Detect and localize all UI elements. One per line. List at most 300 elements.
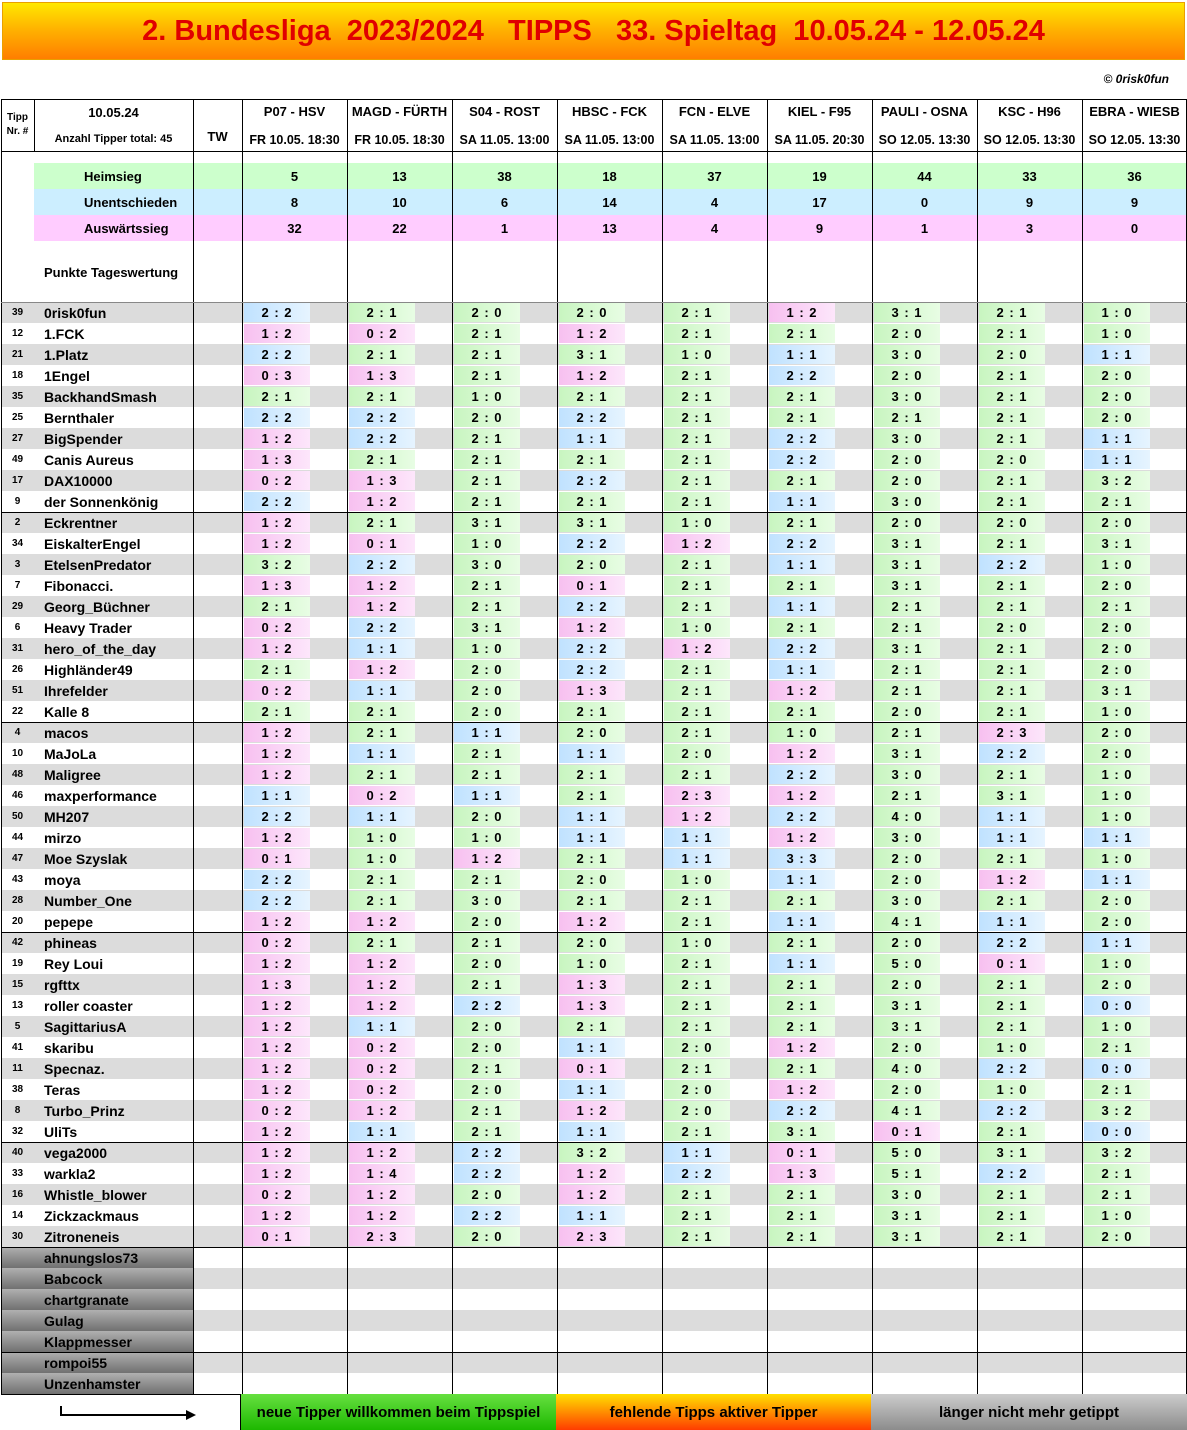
tip-cell: 1 : 2 bbox=[559, 1185, 625, 1204]
tipper-nr: 12 bbox=[11, 328, 24, 339]
tip-cell: 2 : 1 bbox=[349, 450, 415, 469]
tip-cell: 1 : 3 bbox=[244, 450, 310, 469]
tip-cell: 2 : 1 bbox=[349, 765, 415, 784]
tip-cell: 4 : 1 bbox=[874, 1101, 940, 1120]
tip-cell: 2 : 0 bbox=[874, 702, 940, 721]
tipper-name: DAX10000 bbox=[44, 472, 113, 489]
tip-cell: 2 : 1 bbox=[979, 1206, 1045, 1225]
tip-cell: 1 : 1 bbox=[769, 954, 835, 973]
tip-cell: 2 : 1 bbox=[664, 996, 730, 1015]
tip-cell: 0 : 2 bbox=[244, 1185, 310, 1204]
tip-cell: 1 : 3 bbox=[769, 1164, 835, 1183]
table-row bbox=[1, 1163, 1187, 1184]
tipper-nr: 6 bbox=[14, 622, 21, 633]
tip-cell: 1 : 0 bbox=[769, 723, 835, 742]
tip-cell: 0 : 2 bbox=[349, 1080, 415, 1099]
tip-cell: 2 : 1 bbox=[559, 765, 625, 784]
tip-cell: 2 : 0 bbox=[874, 324, 940, 343]
tip-cell: 2 : 1 bbox=[979, 492, 1045, 511]
tip-cell: 3 : 2 bbox=[1084, 1143, 1150, 1162]
tip-cell: 1 : 2 bbox=[664, 807, 730, 826]
match-time: SA 11.05. 13:00 bbox=[564, 133, 655, 147]
tip-cell: 2 : 1 bbox=[244, 702, 310, 721]
tip-cell: 1 : 1 bbox=[559, 429, 625, 448]
tipper-name: mirzo bbox=[44, 829, 82, 846]
tip-cell: 2 : 1 bbox=[769, 1017, 835, 1036]
match-teams: P07 - HSV bbox=[263, 104, 326, 119]
tip-cell: 2 : 0 bbox=[1084, 513, 1150, 532]
summary-label: Heimsieg bbox=[34, 163, 1187, 189]
tip-cell: 2 : 1 bbox=[769, 618, 835, 637]
tip-cell: 2 : 2 bbox=[244, 303, 310, 322]
tipper-nr: 38 bbox=[11, 1084, 24, 1095]
tip-cell: 3 : 1 bbox=[874, 996, 940, 1015]
tip-cell: 2 : 0 bbox=[1084, 660, 1150, 679]
tip-cell: 2 : 0 bbox=[454, 702, 520, 721]
tipper-name: EtelsenPredator bbox=[44, 556, 152, 573]
tip-cell: 1 : 3 bbox=[349, 366, 415, 385]
tipper-name: Whistle_blower bbox=[44, 1186, 147, 1203]
tipper-name: moya bbox=[44, 871, 81, 888]
summary-value: 1 bbox=[500, 220, 509, 236]
tip-cell: 2 : 1 bbox=[979, 765, 1045, 784]
tip-cell: 2 : 1 bbox=[664, 723, 730, 742]
tip-cell: 2 : 1 bbox=[454, 975, 520, 994]
tipper-name: Maligree bbox=[44, 766, 101, 783]
tip-cell: 0 : 2 bbox=[349, 786, 415, 805]
table-row bbox=[1, 701, 1187, 722]
tip-cell: 2 : 1 bbox=[979, 975, 1045, 994]
table-row bbox=[1, 1121, 1187, 1142]
tipper-nr: 15 bbox=[11, 979, 24, 990]
tip-cell: 2 : 1 bbox=[664, 1122, 730, 1141]
tip-cell: 2 : 1 bbox=[769, 387, 835, 406]
tip-cell: 1 : 1 bbox=[1084, 429, 1150, 448]
tip-cell: 2 : 0 bbox=[979, 618, 1045, 637]
tip-cell: 2 : 0 bbox=[1084, 408, 1150, 427]
summary-value: 18 bbox=[602, 168, 617, 184]
tip-cell: 2 : 0 bbox=[874, 1080, 940, 1099]
tip-cell: 2 : 0 bbox=[664, 744, 730, 763]
tip-cell: 3 : 0 bbox=[874, 891, 940, 910]
table-row bbox=[1, 575, 1187, 596]
tipper-nr: 46 bbox=[11, 790, 24, 801]
summary-value: 13 bbox=[392, 168, 407, 184]
tip-cell: 5 : 1 bbox=[874, 1164, 940, 1183]
tip-cell: 1 : 0 bbox=[454, 534, 520, 553]
tipper-nr: 49 bbox=[11, 454, 24, 465]
tip-cell: 0 : 1 bbox=[559, 1059, 625, 1078]
tip-cell: 1 : 1 bbox=[454, 723, 520, 742]
tip-cell: 2 : 2 bbox=[349, 408, 415, 427]
tip-cell: 2 : 1 bbox=[559, 786, 625, 805]
table-row bbox=[1, 806, 1187, 827]
tip-cell: 2 : 1 bbox=[349, 303, 415, 322]
tip-cell: 1 : 2 bbox=[349, 576, 415, 595]
tipper-name: 1Engel bbox=[44, 367, 90, 384]
tipper-name: Klappmesser bbox=[44, 1333, 132, 1350]
tip-cell: 2 : 1 bbox=[769, 891, 835, 910]
tipper-nr: 47 bbox=[11, 853, 24, 864]
summary-value: 13 bbox=[602, 220, 617, 236]
tip-cell: 3 : 2 bbox=[1084, 471, 1150, 490]
table-row bbox=[1, 1205, 1187, 1226]
tip-cell: 0 : 2 bbox=[244, 618, 310, 637]
tipper-nr: 21 bbox=[11, 349, 24, 360]
table-row bbox=[1, 428, 1187, 449]
tip-cell: 2 : 1 bbox=[664, 303, 730, 322]
tip-cell: 2 : 0 bbox=[1084, 891, 1150, 910]
tip-cell: 2 : 1 bbox=[979, 891, 1045, 910]
tip-cell: 3 : 1 bbox=[874, 1017, 940, 1036]
tip-cell: 1 : 2 bbox=[244, 723, 310, 742]
tip-cell: 0 : 0 bbox=[1084, 996, 1150, 1015]
tip-cell: 2 : 0 bbox=[454, 1038, 520, 1057]
tip-cell: 2 : 0 bbox=[1084, 618, 1150, 637]
tipper-name: Heavy Trader bbox=[44, 619, 132, 636]
tip-cell: 1 : 2 bbox=[559, 618, 625, 637]
summary-value: 33 bbox=[1022, 168, 1037, 184]
summary-value: 44 bbox=[917, 168, 932, 184]
points-row bbox=[1, 242, 1187, 302]
inactive-row bbox=[1, 1289, 1187, 1310]
tip-cell: 2 : 1 bbox=[349, 870, 415, 889]
tip-cell: 1 : 2 bbox=[349, 912, 415, 931]
tipper-nr: 29 bbox=[11, 601, 24, 612]
tip-cell: 2 : 1 bbox=[454, 492, 520, 511]
match-teams: HBSC - FCK bbox=[571, 104, 648, 119]
tip-cell: 2 : 1 bbox=[874, 681, 940, 700]
tip-cell: 1 : 0 bbox=[1084, 702, 1150, 721]
legend-missing-tips: fehlende Tipps aktiver Tipper bbox=[556, 1394, 871, 1430]
tip-cell: 4 : 0 bbox=[874, 1059, 940, 1078]
tip-cell: 2 : 1 bbox=[664, 1206, 730, 1225]
tip-cell: 2 : 0 bbox=[1084, 912, 1150, 931]
tip-cell: 2 : 1 bbox=[664, 660, 730, 679]
tip-cell: 2 : 2 bbox=[244, 891, 310, 910]
tip-cell: 2 : 1 bbox=[349, 933, 415, 952]
tip-cell: 1 : 0 bbox=[1084, 303, 1150, 322]
tip-cell: 1 : 2 bbox=[349, 1206, 415, 1225]
tip-cell: 2 : 0 bbox=[454, 912, 520, 931]
tip-cell: 2 : 1 bbox=[979, 1185, 1045, 1204]
tip-cell: 1 : 4 bbox=[349, 1164, 415, 1183]
tip-cell: 2 : 1 bbox=[874, 618, 940, 637]
tip-cell: 2 : 1 bbox=[559, 387, 625, 406]
table-row bbox=[1, 491, 1187, 512]
tip-cell: 1 : 1 bbox=[1084, 933, 1150, 952]
tip-cell: 1 : 2 bbox=[244, 534, 310, 553]
table-row bbox=[1, 1037, 1187, 1058]
tip-cell: 2 : 0 bbox=[874, 1038, 940, 1057]
summary-value: 9 bbox=[1130, 194, 1139, 210]
tip-cell: 2 : 0 bbox=[874, 450, 940, 469]
tip-cell: 2 : 0 bbox=[559, 723, 625, 742]
summary-value: 9 bbox=[1025, 194, 1034, 210]
tipper-name: Unzenhamster bbox=[44, 1375, 141, 1392]
tip-cell: 1 : 0 bbox=[1084, 807, 1150, 826]
tip-cell: 2 : 1 bbox=[454, 366, 520, 385]
tip-cell: 1 : 1 bbox=[664, 828, 730, 847]
tip-cell: 2 : 1 bbox=[454, 429, 520, 448]
tip-cell: 3 : 1 bbox=[1084, 681, 1150, 700]
tip-cell: 0 : 1 bbox=[244, 849, 310, 868]
tip-cell: 0 : 1 bbox=[559, 576, 625, 595]
table-row bbox=[1, 827, 1187, 848]
tip-cell: 2 : 2 bbox=[454, 1206, 520, 1225]
table-row bbox=[1, 1100, 1187, 1121]
tip-cell: 1 : 2 bbox=[244, 828, 310, 847]
summary-label: Unentschieden bbox=[34, 189, 1187, 215]
tipper-name: Gulag bbox=[44, 1312, 84, 1329]
tip-cell: 1 : 2 bbox=[769, 786, 835, 805]
tip-cell: 1 : 2 bbox=[769, 303, 835, 322]
tipper-name: phineas bbox=[44, 934, 97, 951]
match-headers bbox=[242, 99, 1187, 151]
tip-cell: 0 : 3 bbox=[244, 366, 310, 385]
tip-cell: 1 : 2 bbox=[349, 660, 415, 679]
summary-value: 1 bbox=[920, 220, 929, 236]
tip-cell: 2 : 1 bbox=[874, 660, 940, 679]
tip-cell: 2 : 1 bbox=[769, 408, 835, 427]
tip-cell: 1 : 1 bbox=[664, 1143, 730, 1162]
tip-cell: 2 : 1 bbox=[979, 996, 1045, 1015]
tip-cell: 2 : 1 bbox=[664, 492, 730, 511]
tip-cell: 0 : 2 bbox=[244, 1101, 310, 1120]
tip-cell: 3 : 1 bbox=[769, 1122, 835, 1141]
tip-cell: 1 : 1 bbox=[349, 639, 415, 658]
tip-cell: 3 : 1 bbox=[874, 555, 940, 574]
tip-cell: 1 : 2 bbox=[244, 1017, 310, 1036]
tip-cell: 2 : 1 bbox=[349, 387, 415, 406]
tip-cell: 5 : 0 bbox=[874, 954, 940, 973]
match-header-1 bbox=[242, 99, 347, 151]
tipper-name: Zickzackmaus bbox=[44, 1207, 139, 1224]
tip-cell: 1 : 2 bbox=[664, 534, 730, 553]
tip-cell: 2 : 1 bbox=[454, 1122, 520, 1141]
tip-cell: 1 : 2 bbox=[244, 954, 310, 973]
match-header-3 bbox=[452, 99, 557, 151]
tip-cell: 2 : 1 bbox=[979, 1122, 1045, 1141]
inactive-row bbox=[1, 1310, 1187, 1331]
tip-cell: 1 : 2 bbox=[349, 1101, 415, 1120]
match-time: SO 12.05. 13:30 bbox=[878, 133, 971, 147]
tip-cell: 1 : 2 bbox=[244, 1143, 310, 1162]
tipper-nr: 39 bbox=[11, 307, 24, 318]
tip-cell: 1 : 2 bbox=[559, 1164, 625, 1183]
tip-cell: 1 : 1 bbox=[979, 828, 1045, 847]
tip-cell: 2 : 1 bbox=[769, 576, 835, 595]
tip-cell: 1 : 1 bbox=[244, 786, 310, 805]
tip-cell: 2 : 0 bbox=[874, 933, 940, 952]
copyright-label: © 0risk0fun bbox=[1103, 72, 1169, 86]
tip-cell: 1 : 1 bbox=[559, 744, 625, 763]
tip-cell: 4 : 1 bbox=[874, 912, 940, 931]
tip-cell: 2 : 2 bbox=[559, 534, 625, 553]
tip-cell: 2 : 1 bbox=[664, 366, 730, 385]
tipper-nr: 22 bbox=[11, 706, 24, 717]
page-title-banner bbox=[2, 2, 1185, 60]
tipper-name: Babcock bbox=[44, 1270, 103, 1287]
tips-table bbox=[1, 99, 1187, 1395]
tipper-name: Specnaz. bbox=[44, 1060, 105, 1077]
tip-cell: 0 : 2 bbox=[349, 324, 415, 343]
tipper-name: Rey Loui bbox=[44, 955, 104, 972]
tip-cell: 2 : 1 bbox=[769, 975, 835, 994]
table-row bbox=[1, 554, 1187, 575]
tipper-nr: 28 bbox=[11, 895, 24, 906]
tip-cell: 2 : 0 bbox=[664, 1080, 730, 1099]
match-teams: PAULI - OSNA bbox=[880, 104, 969, 119]
tip-cell: 2 : 0 bbox=[874, 366, 940, 385]
tip-cell: 2 : 1 bbox=[769, 1185, 835, 1204]
tip-cell: 0 : 1 bbox=[349, 534, 415, 553]
tip-cell: 1 : 0 bbox=[1084, 1017, 1150, 1036]
tipper-nr: 25 bbox=[11, 412, 24, 423]
tip-cell: 2 : 3 bbox=[349, 1227, 415, 1246]
tip-cell: 2 : 1 bbox=[664, 702, 730, 721]
table-row bbox=[1, 680, 1187, 701]
tipper-nr: 35 bbox=[11, 391, 24, 402]
tip-cell: 1 : 0 bbox=[979, 1080, 1045, 1099]
tip-cell: 2 : 1 bbox=[979, 702, 1045, 721]
tipper-name: Bernthaler bbox=[44, 409, 115, 426]
tip-cell: 2 : 0 bbox=[874, 870, 940, 889]
tipper-nr: 51 bbox=[11, 685, 24, 696]
table-row bbox=[1, 995, 1187, 1016]
summary-value: 14 bbox=[602, 194, 617, 210]
tipper-name: roller coaster bbox=[44, 997, 133, 1014]
tip-cell: 1 : 1 bbox=[454, 786, 520, 805]
table-row bbox=[1, 764, 1187, 785]
summary-value: 22 bbox=[392, 220, 407, 236]
summary-value: 17 bbox=[812, 194, 827, 210]
match-header-2 bbox=[347, 99, 452, 151]
table-row bbox=[1, 1226, 1187, 1247]
tipper-nr: 30 bbox=[11, 1231, 24, 1242]
tip-cell: 1 : 2 bbox=[349, 954, 415, 973]
tip-cell: 2 : 1 bbox=[349, 702, 415, 721]
tip-cell: 1 : 1 bbox=[559, 1080, 625, 1099]
tip-cell: 2 : 3 bbox=[664, 786, 730, 805]
tip-cell: 2 : 0 bbox=[559, 870, 625, 889]
summary-row bbox=[1, 215, 1187, 241]
tip-cell: 2 : 3 bbox=[559, 1227, 625, 1246]
tip-cell: 2 : 1 bbox=[454, 450, 520, 469]
tip-cell: 1 : 1 bbox=[559, 807, 625, 826]
tipper-nr: 10 bbox=[11, 748, 24, 759]
tipper-name: MaJoLa bbox=[44, 745, 97, 762]
tip-cell: 1 : 0 bbox=[349, 828, 415, 847]
tipper-nr: 41 bbox=[11, 1042, 24, 1053]
tip-cell: 2 : 2 bbox=[454, 1164, 520, 1183]
tip-cell: 1 : 1 bbox=[979, 807, 1045, 826]
table-row bbox=[1, 470, 1187, 491]
tip-cell: 2 : 1 bbox=[979, 387, 1045, 406]
table-row bbox=[1, 953, 1187, 974]
tip-cell: 2 : 1 bbox=[979, 408, 1045, 427]
tip-cell: 2 : 2 bbox=[559, 597, 625, 616]
tip-cell: 0 : 2 bbox=[244, 681, 310, 700]
table-row bbox=[1, 512, 1187, 533]
table-row bbox=[1, 365, 1187, 386]
tip-cell: 3 : 0 bbox=[874, 1185, 940, 1204]
summary-value: 37 bbox=[707, 168, 722, 184]
tipper-name: rgfttx bbox=[44, 976, 80, 993]
tip-cell: 3 : 2 bbox=[559, 1143, 625, 1162]
match-teams: MAGD - FÜRTH bbox=[351, 104, 448, 119]
table-row bbox=[1, 932, 1187, 953]
tip-cell: 2 : 1 bbox=[454, 576, 520, 595]
tip-cell: 2 : 1 bbox=[769, 324, 835, 343]
tip-cell: 2 : 1 bbox=[979, 303, 1045, 322]
tip-cell: 1 : 2 bbox=[244, 429, 310, 448]
table-row bbox=[1, 1079, 1187, 1100]
tip-cell: 1 : 2 bbox=[559, 1101, 625, 1120]
tip-cell: 1 : 2 bbox=[349, 1185, 415, 1204]
match-time: SA 11.05. 13:00 bbox=[669, 133, 760, 147]
tip-cell: 2 : 1 bbox=[979, 576, 1045, 595]
tip-cell: 1 : 2 bbox=[244, 1080, 310, 1099]
tip-cell: 3 : 0 bbox=[874, 828, 940, 847]
match-header-7 bbox=[872, 99, 977, 151]
tip-cell: 2 : 0 bbox=[1084, 387, 1150, 406]
tipper-name: Georg_Büchner bbox=[44, 598, 150, 615]
tipper-name: 1.Platz bbox=[44, 346, 89, 363]
tip-cell: 1 : 2 bbox=[244, 1122, 310, 1141]
summary-value: 0 bbox=[1130, 220, 1139, 236]
tip-cell: 2 : 1 bbox=[664, 450, 730, 469]
date-header: 10.05.24 Anzahl Tipper total: 45 bbox=[54, 105, 173, 145]
tip-cell: 2 : 2 bbox=[769, 534, 835, 553]
tip-cell: 1 : 1 bbox=[1084, 870, 1150, 889]
tip-cell: 2 : 2 bbox=[454, 1143, 520, 1162]
tip-cell: 1 : 2 bbox=[979, 870, 1045, 889]
tip-cell: 2 : 0 bbox=[454, 681, 520, 700]
summary-value: 9 bbox=[815, 220, 824, 236]
table-row bbox=[1, 659, 1187, 680]
summary-label: Auswärtssieg bbox=[34, 215, 1187, 241]
tip-cell: 3 : 0 bbox=[874, 429, 940, 448]
tip-cell: 1 : 2 bbox=[244, 744, 310, 763]
tip-cell: 1 : 2 bbox=[769, 1080, 835, 1099]
tip-cell: 2 : 1 bbox=[1084, 597, 1150, 616]
legend bbox=[1, 1394, 1187, 1430]
tip-cell: 1 : 1 bbox=[559, 828, 625, 847]
tip-cell: 2 : 1 bbox=[454, 933, 520, 952]
tip-cell: 2 : 0 bbox=[1084, 1227, 1150, 1246]
summary-value: 4 bbox=[710, 220, 719, 236]
tip-cell: 1 : 1 bbox=[1084, 450, 1150, 469]
tip-cell: 2 : 2 bbox=[769, 807, 835, 826]
tip-cell: 1 : 2 bbox=[349, 996, 415, 1015]
table-row bbox=[1, 596, 1187, 617]
tip-cell: 2 : 0 bbox=[559, 933, 625, 952]
tipper-name: Moe Szyslak bbox=[44, 850, 128, 867]
tip-cell: 2 : 1 bbox=[979, 660, 1045, 679]
tipper-nr: 27 bbox=[11, 433, 24, 444]
tip-cell: 2 : 0 bbox=[454, 1185, 520, 1204]
tip-cell: 2 : 1 bbox=[769, 996, 835, 1015]
tip-cell: 2 : 0 bbox=[454, 1080, 520, 1099]
tip-cell: 2 : 1 bbox=[664, 576, 730, 595]
tipper-nr: 14 bbox=[11, 1210, 24, 1221]
tip-cell: 2 : 1 bbox=[664, 597, 730, 616]
tip-cell: 1 : 1 bbox=[559, 1206, 625, 1225]
tipper-name: BigSpender bbox=[44, 430, 123, 447]
tip-cell: 2 : 1 bbox=[559, 1017, 625, 1036]
tip-cell: 1 : 2 bbox=[244, 324, 310, 343]
